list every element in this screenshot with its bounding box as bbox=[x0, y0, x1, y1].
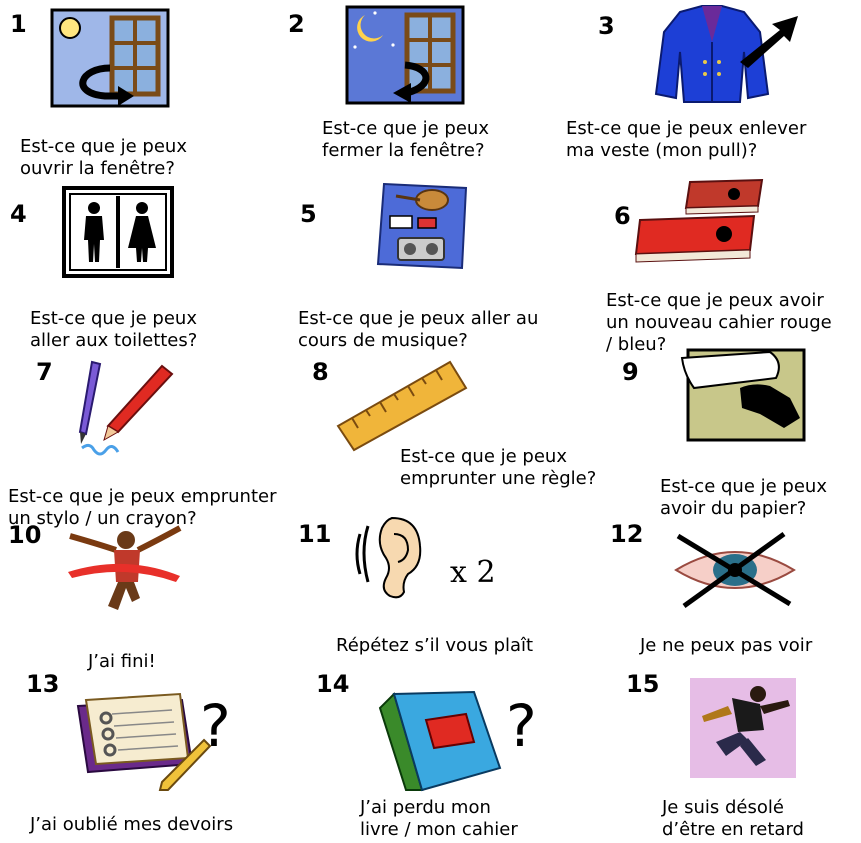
ear-icon bbox=[356, 512, 426, 602]
item-caption-14: J’ai perdu mon livre / mon cahier bbox=[360, 797, 518, 840]
exercise-books-icon bbox=[632, 176, 772, 272]
item-number-1: 1 bbox=[10, 10, 27, 38]
item-caption-12: Je ne peux pas voir bbox=[640, 635, 813, 656]
item-number-12: 12 bbox=[610, 520, 644, 548]
item-number-9: 9 bbox=[622, 358, 639, 386]
item-number-8: 8 bbox=[312, 358, 329, 386]
paper-hand-icon bbox=[680, 348, 810, 444]
late-runner-icon bbox=[688, 676, 798, 780]
item-caption-11: Répétez s’il vous plaît bbox=[336, 635, 534, 656]
item-caption-1: Est-ce que je peux ouvrir la fenêtre? bbox=[20, 136, 187, 179]
item-caption-9: Est-ce que je peux avoir du papier? bbox=[660, 476, 827, 519]
item-caption-2: Est-ce que je peux fermer la fenêtre? bbox=[322, 118, 489, 161]
jacket-icon bbox=[640, 2, 805, 107]
item-number-3: 3 bbox=[598, 12, 615, 40]
item-number-14: 14 bbox=[316, 670, 350, 698]
item-caption-5: Est-ce que je peux aller au cours de musique? bbox=[298, 308, 539, 351]
item-caption-15: Je suis désolé d’être en retard bbox=[662, 797, 804, 840]
toilets-icon bbox=[62, 186, 174, 278]
item-number-2: 2 bbox=[288, 10, 305, 38]
finish-line-runner-icon bbox=[68, 522, 184, 614]
open-window-sun-icon bbox=[50, 8, 170, 108]
crossed-eye-icon bbox=[672, 530, 798, 610]
item-caption-6: Est-ce que je peux avoir un nouveau cahier rouge / bleu? bbox=[606, 290, 832, 355]
item-number-7: 7 bbox=[36, 358, 53, 386]
item-caption-4: Est-ce que je peux aller aux toilettes? bbox=[30, 308, 198, 351]
item-caption-13: J’ai oublié mes devoirs bbox=[30, 814, 234, 835]
item-number-13: 13 bbox=[26, 670, 60, 698]
homework-question-mark: ? bbox=[200, 692, 231, 760]
repeat-times-label: x 2 bbox=[450, 555, 496, 590]
book-question-mark: ? bbox=[506, 692, 537, 760]
item-caption-7: Est-ce que je peux emprunter un stylo / un crayon? bbox=[8, 486, 277, 529]
music-instruments-icon bbox=[376, 178, 470, 272]
item-number-5: 5 bbox=[300, 200, 317, 228]
item-caption-8: Est-ce que je peux emprunter une règle? bbox=[400, 446, 597, 489]
item-caption-10: J’ai fini! bbox=[88, 651, 156, 672]
item-number-6: 6 bbox=[614, 202, 631, 230]
item-number-15: 15 bbox=[626, 670, 660, 698]
close-window-moon-icon bbox=[345, 5, 465, 105]
item-number-4: 4 bbox=[10, 200, 27, 228]
item-number-10: 10 bbox=[8, 521, 42, 549]
item-number-11: 11 bbox=[298, 520, 332, 548]
ruler-icon bbox=[332, 354, 472, 450]
item-caption-3: Est-ce que je peux enlever ma veste (mon pull)? bbox=[566, 118, 807, 161]
book-icon bbox=[376, 690, 506, 794]
pen-pencil-icon bbox=[70, 358, 180, 468]
homework-binder-icon bbox=[72, 690, 212, 796]
